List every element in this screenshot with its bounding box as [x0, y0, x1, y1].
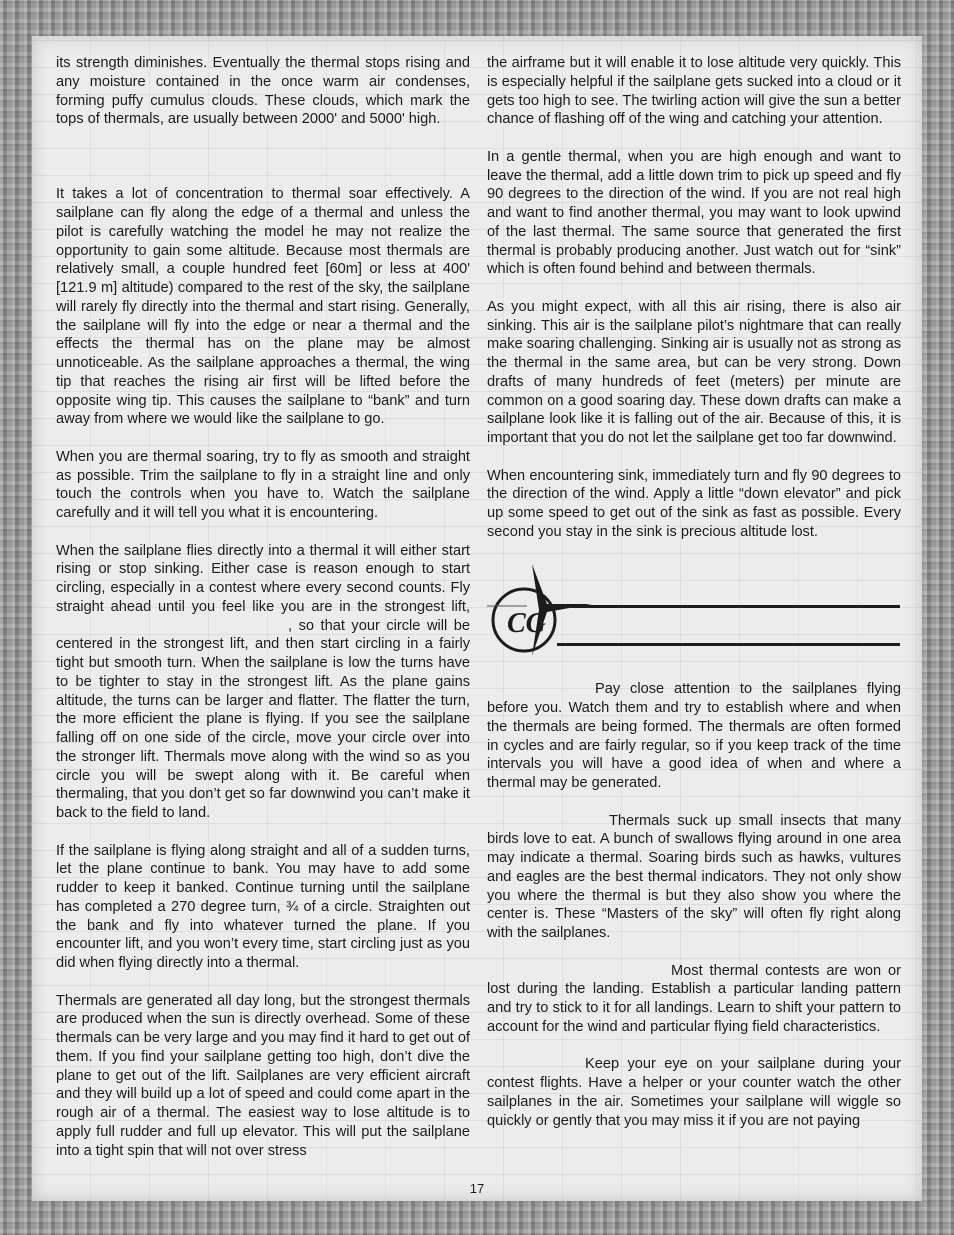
paragraph: As you might expect, with all this air rising, there is also air sinking. This air is the sailplane pilot’s nightmare that can really make soaring challenging. Sinking air is usually not as strong as the thermal in the same area, but can be very strong. Down drafts of many hundreds of feet (meters) per minute are common on a good soaring day. These down drafts can make a sailplane look like it is falling out of the air. Because of this, it is important that you do not let the sailplane get too far downwind. [487, 298, 901, 446]
tip-paragraph [487, 812, 901, 943]
left-column [56, 54, 470, 1179]
logo-text: CG [507, 608, 546, 640]
tip-text: Keep your eye on your sailplane during your contest flights. Have a helper or your counter watch the other sailplanes in the air. Sometimes your sailplane will wiggle so quickly or gently that you may miss it if you are not paying [487, 1056, 901, 1129]
tip-text: Pay close attention to the sailplanes flying before you. Watch them and try to establish where and when the thermals are being formed. The thermals are often formed in cycles and are fairly regular, so if you keep track of the time intervals you will have a good idea of when and where a thermal may be generated. [487, 681, 901, 791]
tip-paragraph [487, 680, 901, 793]
paragraph: When you are thermal soaring, try to fly as smooth and straight as possible. Trim the sailplane to fly in a straight line and only touch the controls when you have to. Watch the sailplane carefully and it will tell you what it is encountering. [56, 448, 470, 521]
paragraph: If the sailplane is flying along straight and all of a sudden turns, let the plane continue to bank. You may have to add some rudder to keep it banked. Continue turning until the sailplane has completed a 270 degree turn, ¾ of a circle. Straighten out the bank and fly into whatever turned the plane. If you encounter lift, and you won’t every time, start circling just as you did when flying directly into a thermal. [56, 842, 470, 971]
tip-text: Most thermal contests are won or lost during the landing. Establish a particular landing pattern and try to stick to it for all landings. Learn to shift your pattern to account for the wind and particular flying field characteristics. [487, 962, 901, 1035]
paragraph [56, 542, 470, 823]
right-column [487, 54, 901, 1149]
paragraph: the airframe but it will enable it to lose altitude very quickly. This is especially helpful if the sailplane gets sucked into a cloud or it gets too high to see. The twirling action will give the sun a better chance of flashing off of the wing and catching your attention. [487, 55, 901, 128]
page-paper [32, 36, 922, 1201]
page-number: 17 [469, 1181, 485, 1196]
paragraph: It takes a lot of concentration to thermal soar effectively. A sailplane can fly along the edge of a thermal and unless the pilot is carefully watching the model he may not realize the opportunity to gain some altitude. Because most thermals are relatively small, a couple hundred feet [60m] or less at 400' [121.9 m] altitude) compared to the rest of the sky, the sailplane will rarely fly directly into the thermal and start rising. Generally, the sailplane will fly into the edge or near a thermal and the effects the thermal has on the plane may be almost unnoticeable. As the sailplane approaches a thermal, the wing tip that reaches the rising air first will be lifted before the opposite wing tip. This causes the sailplane to “bank” and turn away from where we would like the sailplane to go. [56, 186, 470, 428]
paragraph-text-end: , so that your circle will be centered in the strongest lift, and then start circling in a fairly tight but smooth turn. When the sailplane is low the turns have to be tighter to stay in the strongest lift. As the plane gains altitude, the turns can be larger and flatter. The flatter the turn, the more efficient the plane is flying. If you see the sailplane falling off on one side of the circle, move your circle over into the stronger lift. Thermals move along with the wind so as you circle you will be swept along with it. Be careful when thermaling, that you don’t get so far downwind you can’t make it back to the field to land. [56, 617, 470, 821]
paragraph: its strength diminishes. Eventually the thermal stops rising and any moisture contained in the once warm air condenses, forming puffy cumulus clouds. These clouds, which mark the tops of thermals, are usually between 2000' and 5000' high. [56, 55, 470, 128]
paragraph: When encountering sink, immediately turn and fly 90 degrees to the direction of the wind. Apply a little “down elevator” and pick up some speed to get out of the sink as fast as possible. Every second you stay in the sink is precious altitude lost. [487, 467, 901, 540]
paragraph: Thermals are generated all day long, but the strongest thermals are produced when the sun is directly overhead. Some of these thermals can be very large and you may find it hard to get out of them. If you find your sailplane getting too high, don’t dive the plane to get out of the lift. Sailplanes are very efficient aircraft and they will build up a lot of speed and could come apart in the rough air of a thermal. The easiest way to lose altitude is to apply full rudder and full up elevator. This will put the sailplane into a tight spin that will not over stress [56, 992, 470, 1159]
header-rule-bottom [557, 643, 900, 646]
paragraph-text-start: When the sailplane flies directly into a thermal it will either start rising or stop sinking. Either case is reason enough to start circling, especially in a contest where every second counts. Fly straight ahead until you feel like you are in the strongest lift, [56, 542, 470, 615]
paragraph: In a gentle thermal, when you are high enough and want to leave the thermal, add a little down trim to pick up speed and fly 90 degrees to the direction of the wind. If you are not real high and want to find another thermal, you may want to look upwind of the last thermal. The same source that generated the first thermal is probably producing another. Just watch out for “sink” which is often found behind and between thermals. [487, 148, 901, 278]
tip-paragraph [487, 1055, 901, 1130]
header-rule-top [571, 605, 900, 608]
tips-section-header [487, 560, 901, 660]
tip-paragraph [487, 962, 901, 1037]
spacer [56, 148, 470, 186]
tip-text: Thermals suck up small insects that many birds love to eat. A bunch of swallows flying around in one area may indicate a thermal. Soaring birds such as hawks, vultures and eagles are the best thermal indicators. They not only show you where the thermal is but they also show you where the center is. These “Masters of the sky” will often fly right along with the sailplanes. [487, 812, 901, 941]
